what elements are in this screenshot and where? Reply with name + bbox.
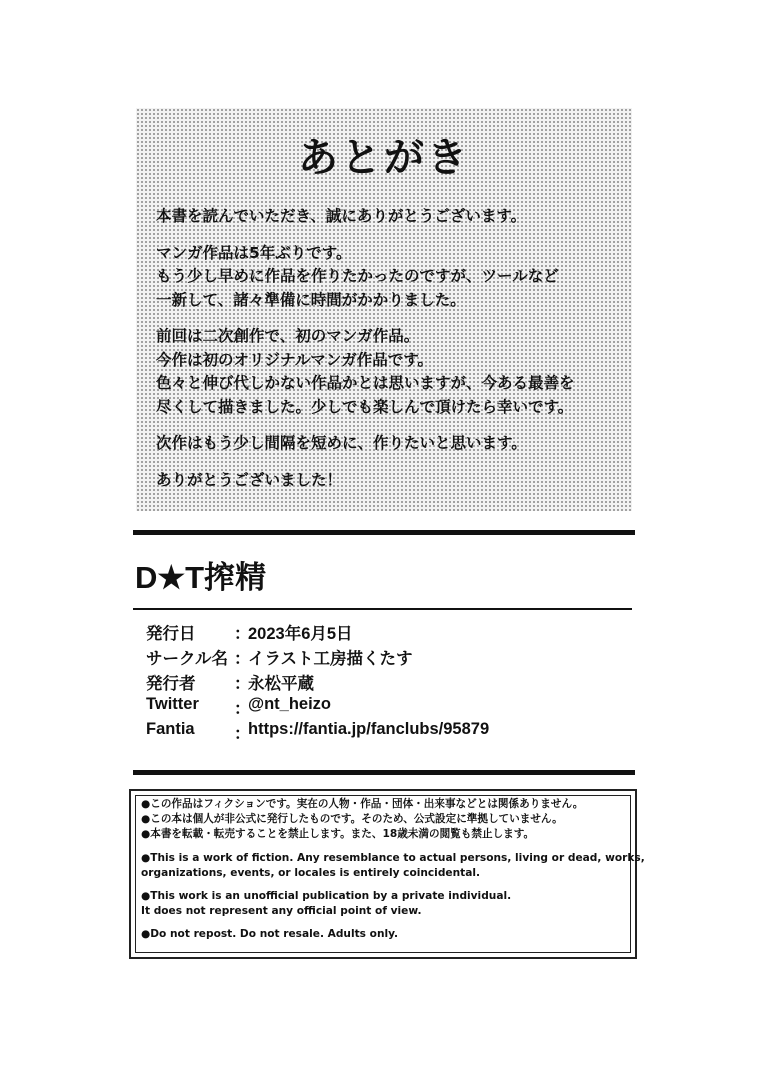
notice-line: ●This work is an unofficial publication by a private individual.	[141, 890, 512, 903]
twitter-handle: @nt_heizo	[248, 695, 332, 713]
colophon-value: 2023年6月5日	[248, 625, 353, 643]
colophon-value: 永松平蔵	[248, 675, 314, 693]
afterword-line: 尽くして描きました。少しでも楽しんで頂けたら幸いです。	[156, 397, 574, 416]
colophon-colon: ：	[234, 650, 251, 668]
colophon-colon: ：	[234, 675, 251, 693]
afterword-line: マンガ作品は5年ぶりです。	[156, 243, 352, 262]
notice-box	[129, 789, 645, 959]
notice-line: ●本書を転載・転売することを禁止します。また、18歳未満の閲覧も禁止します。	[141, 828, 535, 841]
afterword-body	[156, 205, 626, 505]
afterword-paragraph	[156, 242, 626, 313]
colophon-colon: ：	[234, 725, 251, 743]
notice-spacer	[141, 843, 621, 851]
notice-text	[141, 797, 645, 943]
colophon-colon: ：	[234, 700, 251, 718]
fantia-url: https://fantia.jp/fanclubs/95879	[248, 720, 490, 738]
afterword-line: 前回は二次創作で、初のマンガ作品。	[156, 327, 420, 345]
notice-line: ●この本は個人が非公式に発行したものです。そのため、公式設定に準拠していません。	[141, 813, 563, 826]
divider-title	[133, 608, 632, 610]
afterword-line: 今作は初のオリジナルマンガ作品です。	[156, 350, 433, 369]
afterword-line: 一新して、諸々準備に時間がかかりました。	[156, 290, 466, 309]
colophon-label: Fantia	[146, 720, 195, 738]
afterword-line: もう少し早めに作品を作りたかったのですが、ツールなど	[156, 267, 559, 285]
colophon-label: 発行者	[146, 675, 196, 693]
afterword-paragraph	[156, 432, 626, 456]
colophon-label: Twitter	[146, 695, 199, 713]
notice-line: ●Do not repost. Do not resale. Adults only.	[141, 928, 399, 941]
afterword-line: ありがとうございました！	[156, 470, 343, 489]
divider-bottom	[133, 770, 635, 775]
notice-spacer	[141, 919, 621, 927]
afterword-paragraph	[156, 325, 626, 419]
afterword-paragraph	[156, 205, 626, 229]
afterword-title: あとがき	[298, 135, 470, 181]
colophon-label: サークル名	[146, 650, 229, 668]
afterword-paragraph	[156, 469, 626, 493]
notice-line: ●This is a work of fiction. Any resemblance to actual persons, living or dead, works,	[141, 851, 645, 864]
afterword-line: 色々と伸び代しかない作品かとは思いますが、今ある最善を	[156, 374, 575, 392]
colophon-label: 発行日	[146, 625, 196, 643]
notice-spacer	[141, 881, 621, 889]
afterword-line: 本書を読んでいただき、誠にありがとうございます。	[156, 207, 527, 225]
notice-line: It does not represent any official point of view.	[141, 905, 422, 918]
colophon-colon: ：	[234, 625, 251, 643]
notice-line: ●この作品はフィクションです。実在の人物・作品・団体・出来事などとは関係ありません。	[141, 798, 584, 810]
notice-line: organizations, events, or locales is entirely coincidental.	[141, 866, 480, 879]
afterword-box	[136, 108, 632, 511]
book-title: D★T搾精	[135, 560, 267, 595]
divider-top	[133, 530, 635, 535]
colophon-value: イラスト工房描くたす	[248, 650, 413, 668]
afterword-line: 次作はもう少し間隔を短めに、作りたいと思います。	[156, 434, 527, 452]
